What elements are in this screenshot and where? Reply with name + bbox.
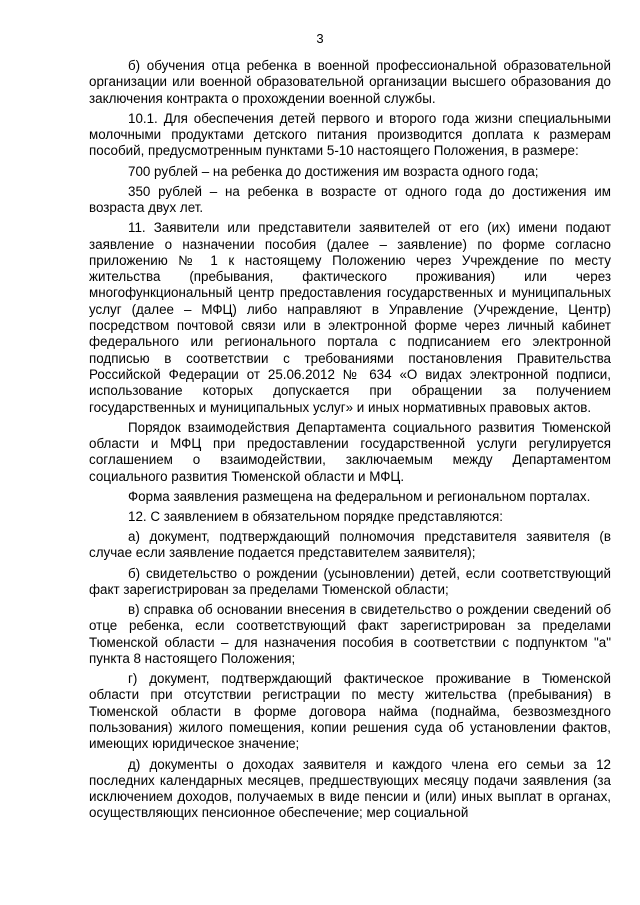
- paragraph-12-v: в) справка об основании внесения в свидетельство о рождении сведений об отце ребенка, если соответствующий факт зарегистрирован за пределами Тюменской области – для назначения пособия в соответствии с подпунктом "а" пункта 8 настоящего Положения;: [89, 602, 611, 666]
- paragraph-12: 12. С заявлением в обязательном порядке представляются:: [128, 508, 503, 524]
- page-number: 3: [316, 31, 324, 46]
- paragraph-11: 11. Заявители или представители заявителей от его (их) имени подают заявление о назначении пособия (далее – заявление) по форме согласно приложению № 1 к настоящему Положению через Учреждение по месту жительства (пребывания, фактического проживания) или через многофункциональный центр предоставления государственных и муниципальных услуг (далее – МФЦ) либо направляют в Управление (Учреждение, Центр) посредством почтовой связи или в электронной форме через личный кабинет федерального или регионального портала с подписанием его электронной подписью в соответствии с требованиями постановления Правительства Российской Федерации от 25.06.2012 № 634 «О видах электронной подписи, использование которых допускается при обращении за получением государственных и муниципальных услуг» и иных нормативных правовых актов.: [89, 220, 611, 415]
- paragraph-9-b: б) обучения отца ребенка в военной профессиональной образовательной организации или военной образовательной организации высшего образования до заключения контракта о прохождении военной службы.: [89, 58, 611, 106]
- paragraph-10-1-amount-700: 700 рублей – на ребенка до достижения им возраста одного года;: [128, 163, 539, 179]
- paragraph-11-form: Форма заявления размещена на федеральном и региональном порталах.: [128, 488, 591, 504]
- paragraph-10-1-amount-350: 350 рублей – на ребенка в возрасте от одного года до достижения им возраста двух лет.: [89, 183, 611, 216]
- paragraph-10-1: 10.1. Для обеспечения детей первого и второго года жизни специальными молочными продуктами детского питания производится доплата к размерам пособий, предусмотренным пунктами 5-10 настоящего Положения, в размере:: [89, 110, 611, 159]
- paragraph-12-d: д) документы о доходах заявителя и каждого члена его семьи за 12 последних календарных месяцев, предшествующих месяцу подачи заявления (за исключением доходов, получаемых в виде пенсии и (или) иных выплат в органах, осуществляющих пенсионное обеспечение; мер социальной: [89, 756, 611, 821]
- paragraph-12-b: б) свидетельство о рождении (усыновлении) детей, если соответствующий факт зарегистрирован за пределами Тюменской области;: [89, 565, 611, 597]
- paragraph-12-a: а) документ, подтверждающий полномочия представителя заявителя (в случае если заявление подается представителем заявителя);: [89, 529, 611, 561]
- document-body: [89, 58, 611, 826]
- paragraph-11-interaction: Порядок взаимодействия Департамента социального развития Тюменской области и МФЦ при предоставлении государственной услуги регулируется соглашением о взаимодействии, заключаемым между Департаментом социального развития Тюменской области и МФЦ.: [89, 419, 611, 484]
- paragraph-12-g: г) документ, подтверждающий фактическое проживание в Тюменской области при отсутствии регистрации по месту жительства (пребывания) в Тюменской области в форме договора найма (поднайма, безвозмездного пользования) жилого помещения, копии решения суда об установлении фактов, имеющих юридическое значение;: [89, 671, 611, 752]
